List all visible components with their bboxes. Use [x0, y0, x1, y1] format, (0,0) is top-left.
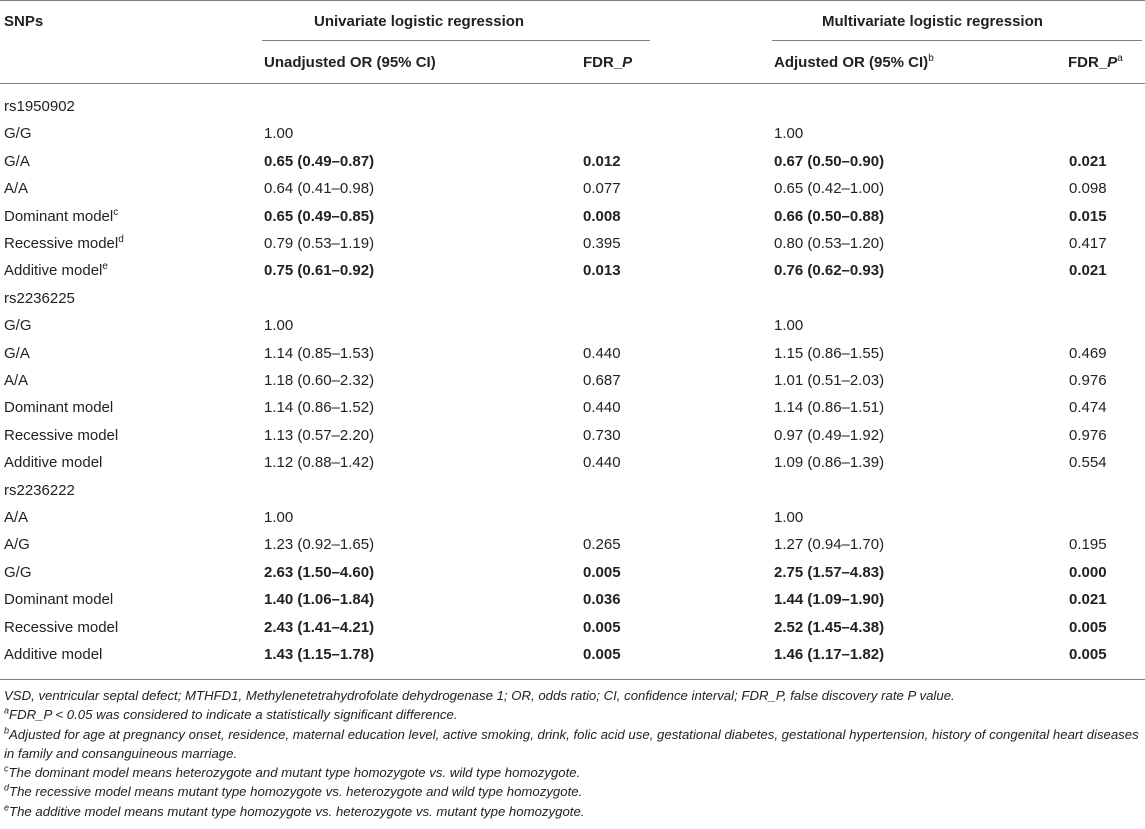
top-rule — [0, 0, 1145, 1]
footnote-text: The recessive model means mutant type homozygote vs. heterozygote and wild type homozygote. — [9, 784, 583, 800]
row-label — [4, 453, 102, 473]
row-label — [4, 124, 32, 144]
row-label-text: Additive model — [4, 262, 103, 279]
row-label-sup: c — [113, 207, 119, 218]
row-label — [4, 398, 113, 418]
footnote-b — [4, 725, 1142, 764]
fdr-p-sup: a — [1117, 53, 1123, 64]
row-label-text: rs2236225 — [4, 290, 75, 307]
row-label — [4, 563, 32, 583]
row-label — [4, 590, 113, 610]
fdr-p-uni-cell: 0.005 — [583, 619, 621, 636]
footnote-a — [4, 705, 1142, 724]
adjusted-or-sup: b — [928, 53, 934, 64]
footnote-e — [4, 802, 1142, 821]
fdr-p-uni-cell: 0.440 — [583, 399, 621, 416]
row-label-text: Additive model — [4, 646, 103, 663]
fdr-p-uni-cell: 0.077 — [583, 180, 621, 197]
fdr-p-multi-cell: 0.021 — [1069, 591, 1107, 608]
adjusted-or-cell: 1.44 (1.09–1.90) — [774, 591, 885, 608]
unadjusted-or-cell: 2.63 (1.50–4.60) — [264, 564, 375, 581]
unadjusted-or-cell: 0.65 (0.49–0.85) — [264, 208, 375, 225]
footnote-mark: d — [4, 783, 10, 794]
row-label-text: Additive model — [4, 454, 103, 471]
fdr-p-multi-cell: 0.005 — [1069, 646, 1107, 663]
unadjusted-or-cell: 1.00 — [264, 509, 294, 526]
unadjusted-or-cell: 1.00 — [264, 317, 294, 334]
col-header-snps: SNPs — [4, 13, 44, 30]
footnote-mark: a — [4, 705, 10, 716]
adjusted-or-cell: 0.66 (0.50–0.88) — [774, 208, 885, 225]
row-label-text: Recessive model — [4, 427, 119, 444]
unadjusted-or-cell: 0.65 (0.49–0.87) — [264, 153, 375, 170]
unadjusted-or-cell: 1.14 (0.86–1.52) — [264, 399, 375, 416]
header-bottom-rule — [0, 83, 1145, 84]
row-label-text: G/G — [4, 317, 32, 334]
fdr-p-multi-cell: 0.005 — [1069, 619, 1107, 636]
fdr-p-uni-cell: 0.687 — [583, 372, 621, 389]
fdr-p-multi-cell: 0.976 — [1069, 427, 1107, 444]
footnote-text: FDR_P < 0.05 was considered to indicate a statistically significant difference. — [9, 707, 458, 723]
adjusted-or-cell: 1.00 — [774, 317, 804, 334]
snp-group-label — [4, 481, 75, 501]
adjusted-or-cell: 0.97 (0.49–1.92) — [774, 427, 885, 444]
fdr-p-multi-cell: 0.976 — [1069, 372, 1107, 389]
row-label — [4, 152, 30, 172]
fdr-p-uni-cell: 0.265 — [583, 536, 621, 553]
snp-group-label — [4, 97, 75, 117]
row-label — [4, 426, 118, 446]
unadjusted-or-cell: 1.13 (0.57–2.20) — [264, 427, 375, 444]
col-header-unadjusted-or: Unadjusted OR (95% CI) — [264, 54, 436, 71]
row-label-text: G/G — [4, 564, 32, 581]
adjusted-or-cell: 1.09 (0.86–1.39) — [774, 454, 885, 471]
fdr-p-uni-cell: 0.005 — [583, 646, 621, 663]
snp-group-label — [4, 289, 75, 309]
row-label — [4, 508, 28, 528]
footnote-mark: b — [4, 725, 10, 736]
unadjusted-or-cell: 1.43 (1.15–1.78) — [264, 646, 375, 663]
fdr-p-multi-cell: 0.474 — [1069, 399, 1107, 416]
adjusted-or-cell: 0.80 (0.53–1.20) — [774, 235, 885, 252]
multivariate-group-rule — [772, 40, 1142, 41]
fdr-p-uni-cell: 0.440 — [583, 345, 621, 362]
fdr-p-uni-cell: 0.008 — [583, 208, 621, 225]
adjusted-or-cell: 1.00 — [774, 125, 804, 142]
footnote-abbreviations: VSD, ventricular septal defect; MTHFD1, Methylenetetrahydrofolate dehydrogenase 1; OR, odds ratio; CI, confidence interval; FDR_P, false discovery rate P value. — [4, 688, 955, 703]
unadjusted-or-cell: 1.00 — [264, 125, 294, 142]
adjusted-or-cell: 1.27 (0.94–1.70) — [774, 536, 885, 553]
row-label-text: A/G — [4, 536, 30, 553]
fdr-p-italic: P — [1107, 54, 1118, 71]
footnote-text: The additive model means mutant type homozygote vs. heterozygote vs. mutant type homozygote. — [9, 803, 585, 819]
col-header-adjusted-or — [774, 53, 934, 73]
unadjusted-or-cell: 2.43 (1.41–4.21) — [264, 619, 375, 636]
col-group-multivariate: Multivariate logistic regression — [822, 13, 1043, 30]
row-label — [4, 371, 28, 391]
adjusted-or-cell: 1.14 (0.86–1.51) — [774, 399, 885, 416]
row-label — [4, 618, 118, 638]
adjusted-or-label: Adjusted OR (95% CI) — [774, 54, 929, 71]
fdr-p-prefix: FDR_ — [583, 54, 623, 71]
fdr-p-uni-cell: 0.005 — [583, 564, 621, 581]
unadjusted-or-cell: 0.64 (0.41–0.98) — [264, 180, 375, 197]
col-header-fdr-p-multi — [1068, 53, 1123, 73]
footnote-text: Adjusted for age at pregnancy onset, residence, maternal education level, active smoking, drink, folic acid use, gestational diabetes, gestational hypertension, history of congenital heart diseases in family and consanguineous marriage. — [4, 726, 1139, 761]
fdr-p-multi-cell: 0.021 — [1069, 153, 1107, 170]
adjusted-or-cell: 1.46 (1.17–1.82) — [774, 646, 885, 663]
row-label-text: Recessive model — [4, 619, 119, 636]
fdr-p-italic: P — [622, 54, 633, 71]
unadjusted-or-cell: 0.75 (0.61–0.92) — [264, 262, 375, 279]
row-label-text: G/G — [4, 125, 32, 142]
adjusted-or-cell: 0.65 (0.42–1.00) — [774, 180, 885, 197]
row-label — [4, 535, 30, 555]
footnote-mark: c — [4, 763, 9, 774]
fdr-p-prefix: FDR_ — [1068, 54, 1108, 71]
fdr-p-multi-cell: 0.469 — [1069, 345, 1107, 362]
adjusted-or-cell: 0.76 (0.62–0.93) — [774, 262, 885, 279]
row-label-text: rs2236222 — [4, 482, 75, 499]
fdr-p-uni-cell: 0.012 — [583, 153, 621, 170]
fdr-p-multi-cell: 0.000 — [1069, 564, 1107, 581]
univariate-group-rule — [262, 40, 650, 41]
fdr-p-uni-cell: 0.730 — [583, 427, 621, 444]
adjusted-or-cell: 1.15 (0.86–1.55) — [774, 345, 885, 362]
unadjusted-or-cell: 1.18 (0.60–2.32) — [264, 372, 375, 389]
footnotes — [4, 686, 1142, 821]
row-label — [4, 344, 30, 364]
row-label-sup: d — [118, 234, 124, 245]
fdr-p-multi-cell: 0.554 — [1069, 454, 1107, 471]
fdr-p-multi-cell: 0.021 — [1069, 262, 1107, 279]
unadjusted-or-cell: 1.14 (0.85–1.53) — [264, 345, 375, 362]
col-header-fdr-p-uni — [583, 53, 632, 73]
row-label — [4, 234, 124, 254]
col-group-univariate: Univariate logistic regression — [314, 13, 525, 30]
adjusted-or-cell: 2.52 (1.45–4.38) — [774, 619, 885, 636]
footnote-d — [4, 782, 1142, 801]
adjusted-or-cell: 0.67 (0.50–0.90) — [774, 153, 885, 170]
footnote-c — [4, 763, 1142, 782]
row-label-text: G/A — [4, 153, 30, 170]
fdr-p-multi-cell: 0.417 — [1069, 235, 1107, 252]
row-label-sup: e — [102, 261, 108, 272]
row-label — [4, 316, 32, 336]
row-label-text: Recessive model — [4, 235, 119, 252]
adjusted-or-cell: 1.01 (0.51–2.03) — [774, 372, 885, 389]
row-label-text: A/A — [4, 509, 29, 526]
adjusted-or-cell: 1.00 — [774, 509, 804, 526]
table-bottom-rule — [0, 679, 1145, 680]
row-label — [4, 207, 118, 227]
fdr-p-multi-cell: 0.098 — [1069, 180, 1107, 197]
row-label-text: rs1950902 — [4, 98, 75, 115]
fdr-p-uni-cell: 0.395 — [583, 235, 621, 252]
fdr-p-multi-cell: 0.195 — [1069, 536, 1107, 553]
row-label-text: Dominant model — [4, 399, 114, 416]
fdr-p-uni-cell: 0.036 — [583, 591, 621, 608]
row-label-text: Dominant model — [4, 208, 114, 225]
adjusted-or-cell: 2.75 (1.57–4.83) — [774, 564, 885, 581]
unadjusted-or-cell: 1.23 (0.92–1.65) — [264, 536, 375, 553]
row-label-text: Dominant model — [4, 591, 114, 608]
unadjusted-or-cell: 1.40 (1.06–1.84) — [264, 591, 375, 608]
row-label — [4, 261, 108, 281]
fdr-p-multi-cell: 0.015 — [1069, 208, 1107, 225]
row-label-text: G/A — [4, 345, 30, 362]
fdr-p-uni-cell: 0.440 — [583, 454, 621, 471]
unadjusted-or-cell: 0.79 (0.53–1.19) — [264, 235, 375, 252]
row-label — [4, 179, 28, 199]
unadjusted-or-cell: 1.12 (0.88–1.42) — [264, 454, 375, 471]
row-label-text: A/A — [4, 180, 29, 197]
fdr-p-uni-cell: 0.013 — [583, 262, 621, 279]
row-label — [4, 645, 102, 665]
footnote-mark: e — [4, 802, 10, 813]
footnote-text: The dominant model means heterozygote and mutant type homozygote vs. wild type homozygote. — [8, 765, 581, 781]
row-label-text: A/A — [4, 372, 29, 389]
